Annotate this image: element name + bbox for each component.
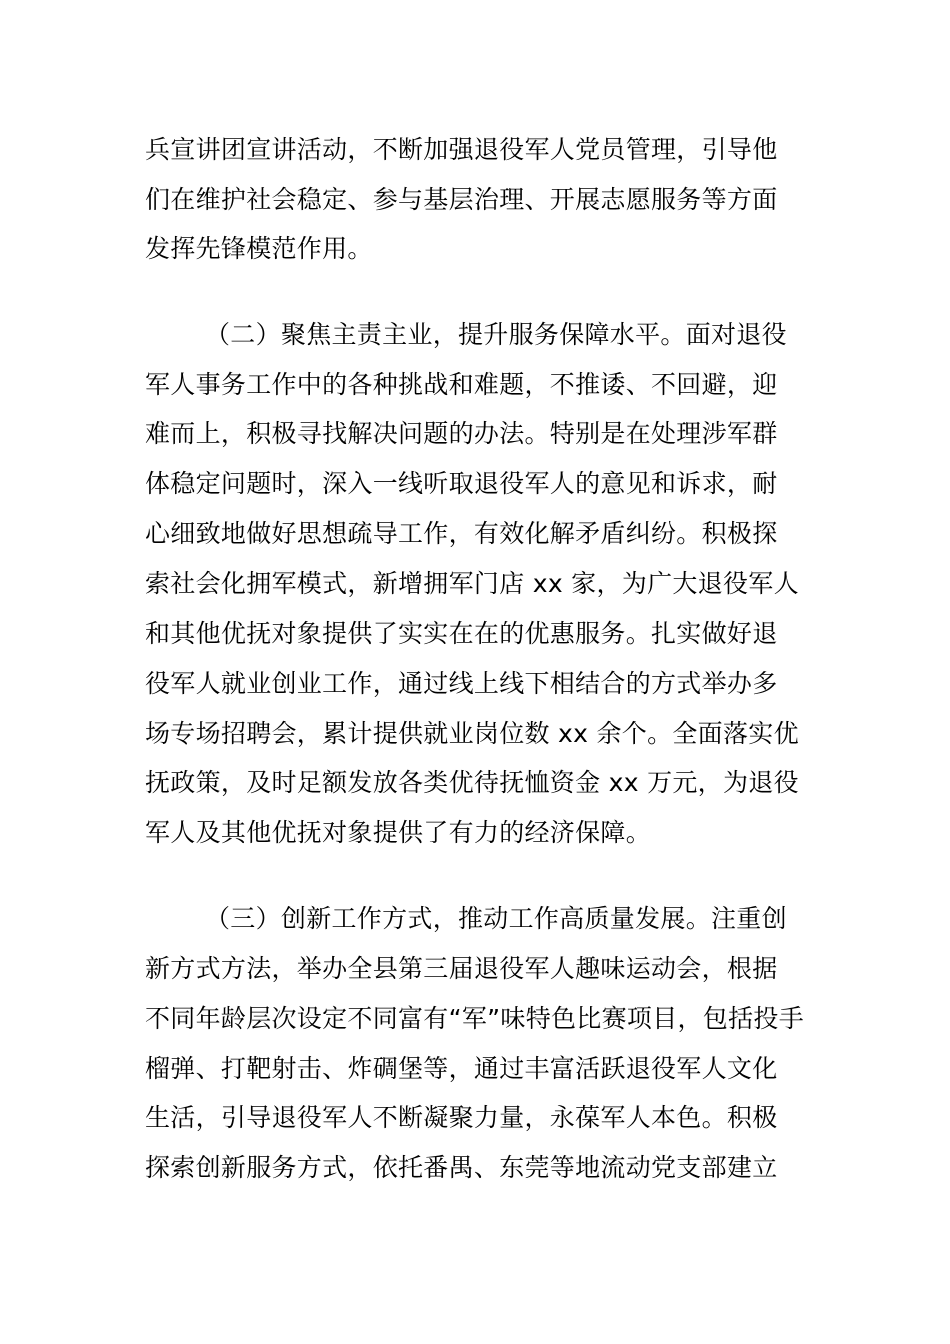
text-line: 榴弹、打靶射击、炸碉堡等，通过丰富活跃退役军人文化 (145, 1054, 778, 1083)
text-line: 抚政策，及时足额发放各类优待抚恤资金 xx 万元，为退役 (145, 768, 799, 797)
text-line: 军人及其他优抚对象提供了有力的经济保障。 (145, 818, 652, 847)
section-heading-line: （三）创新工作方式，推动工作高质量发展。注重创 (205, 904, 787, 933)
text-line: 生活，引导退役军人不断凝聚力量，永葆军人本色。积极 (145, 1103, 778, 1132)
text-line: 难而上，积极寻找解决问题的办法。特别是在处理涉军群 (145, 419, 778, 448)
text-line: 探索创新服务方式，依托番禺、东莞等地流动党支部建立 (145, 1153, 778, 1182)
section-heading-line: （二）聚焦主责主业，提升服务保障水平。面对退役 (205, 320, 787, 349)
text-line: 役军人就业创业工作，通过线上线下相结合的方式举办多 (145, 669, 778, 698)
text-line: 索社会化拥军模式，新增拥军门店 xx 家，为广大退役军人 (145, 569, 799, 598)
text-line: 心细致地做好思想疏导工作，有效化解矛盾纠纷。积极探 (145, 519, 778, 548)
text-line: 新方式方法，举办全县第三届退役军人趣味运动会，根据 (145, 954, 778, 983)
text-line: 兵宣讲团宣讲活动，不断加强退役军人党员管理，引导他 (145, 135, 778, 164)
text-line: 们在维护社会稳定、参与基层治理、开展志愿服务等方面 (145, 185, 778, 214)
text-line: 和其他优抚对象提供了实实在在的优惠服务。扎实做好退 (145, 619, 778, 648)
text-line: 发挥先锋模范作用。 (145, 234, 373, 263)
text-line: 体稳定问题时，深入一线听取退役军人的意见和诉求，耐 (145, 469, 778, 498)
text-line: 军人事务工作中的各种挑战和难题，不推诿、不回避，迎 (145, 370, 778, 399)
text-line: 不同年龄层次设定不同富有“军”味特色比赛项目，包括投手 (145, 1004, 805, 1033)
text-line: 场专场招聘会，累计提供就业岗位数 xx 余个。全面落实优 (145, 719, 799, 748)
